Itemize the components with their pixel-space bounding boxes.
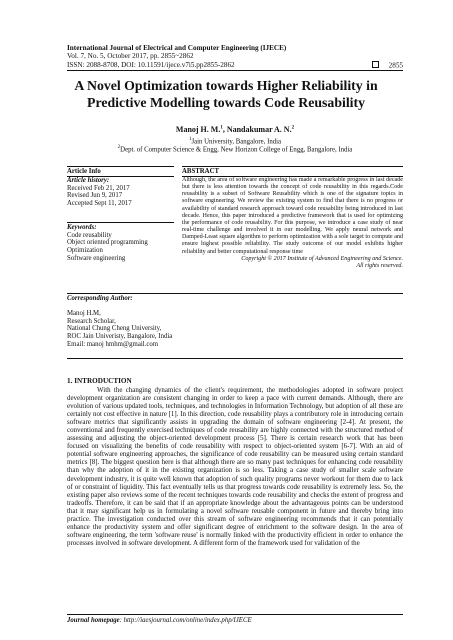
paper-title: A Novel Optimization towards Higher Reliability in Predictive Modelling towards Code Reusability [74,78,378,110]
copyright-line: Copyright © 2017 Institute of Advanced Engineering and Science. [241,255,403,262]
article-history-label: Article history: [67,177,110,184]
corresponding-heading: Corresponding Author: [67,295,133,302]
header-rule [67,70,403,71]
keyword-item: Object oriented programming [67,239,148,247]
received-date: Received Feb 21, 2017 [67,184,130,192]
author-2-sup: 2 [291,125,295,131]
page-number-block [372,61,403,70]
front-matter-bottom-rule [67,358,403,359]
author-1: Manoj H. M. [175,125,221,134]
accepted-date: Accepted Sept 11, 2017 [67,200,132,208]
footer-label: Journal homepage [67,617,120,624]
affiliation-2: $^2$Dept. of Computer Science & Engg, New Horizon College of Engg, Bangalore, India [117,145,353,154]
journal-header [67,44,403,69]
affiliation-2-sup: 2 [117,145,121,150]
keywords-label: Keywords: [67,224,97,231]
keyword-item: Code reusability [67,231,112,239]
square-icon [372,61,379,68]
rights-line: All rights reserved. [356,262,403,269]
paper-authors [67,125,403,134]
footer-rule [67,614,403,615]
keywords-block [67,224,174,263]
affiliation-1-sup: 1 [188,137,192,142]
revised-date: Revised Jun 9, 2017 [67,192,123,200]
abstract-top-rule [182,166,403,167]
corresponding-line: Email: manoj hmhm@gmail.com [67,340,159,348]
corresponding-details [67,310,267,349]
corresponding-line: Research Scholar, [67,317,116,325]
article-history [67,177,174,208]
journal-name: International Journal of Electrical and Computer Engineering (IJECE) [67,44,287,52]
journal-issn-row [67,61,403,69]
affiliation-1: $^1$Jain University, Bangalore, India [188,137,282,146]
footer-url-link[interactable]: : http://iaesjournal.com/online/index.php/IJECE [119,617,252,624]
abstract-text: Although, the area of software engineering has made a remarkable progress in last decade but there is less attention towards the concept of code reusability in this regards.Code reusability is a subset of Software Reusability which is one of the signature topics in software engineering. We review the existing system to find that there is no progress or availability of standard research approach toward code reusability being introduced in last decade. Hence, this paper introduced a predictive framework that is used for optimizing the performance of code reusability. For this purpose, we introduce a case study of near real-time challenge and involved it in our modelling. We apply neural network and Damped-Least square algorithm to perform optimization with a sole target to compute and ensure highest possible reliability. The study outcome of our model exhibits higher reliability and better computational response time [182,177,403,255]
page-number: 2855 [388,61,403,70]
introduction-text: With the changing dynamics of the client's requirement, the methodologies adopted in software project development organization are consistent changing in order to keep a pace with current demands. Although, there are evolution of various updated tools, techniques, and technologies in Information Technology, but adoption of all these are certainly not cost effective in nature [1]. In this direction, code reusability plays a contributory role in introducing certain software metrics that significantly assists in upgrading the domain of software engineering [2-4]. At present, the conventional and frequently exercised techniques of code reusability are highly connected with the structured method of assessing and adjusting the object-oriented development process [5]. There is certain research work that has been focused on visualizing the benefits of code reusability with respect to object-oriented system [6-7]. With an aid of potential software engineering approaches, the significance of code reusability can be measured using certain standard metrics [8]. The biggest question here is that although there are so many past techniques for enhancing code reusability than why the adoption of it in the existing organization is so less. Taking a case study of smaller scale software development industry, it is quite well known that adoption of such quality programs never workout for them due to lack of or constraint of liquidity. This fact eventually tells us that progress towards code reusability is extremely less. So, the existing paper also reviews some of the recent techniques towards code reusability and checks the extent of progress and tradeoffs. Therefore, it can be said that if an appropriate knowledge about the advantageous points can be understood that it may significant help us in formulating a novel software reusable component in future and thereby bring into practice. The investigation conducted over this stream of software engineering recommends that it can potentially enhance the productivity system and offer significant degree of enrichment to the software design. In the area of software engineering, the term 'software reuse' is normally linked with the productivity efficient in order to enhance the processes involved in software development. A different form of the framework used for validation of the [67,386,403,547]
journal-volume: Vol. 7, No. 5, October 2017, pp. 2855~2862 [67,52,194,61]
keyword-item: Optimization [67,247,103,255]
abstract-block [182,176,403,270]
corresponding-top-rule [67,293,403,294]
journal-issn: ISSN: 2088-8708, DOI: 10.11591/ijece.v7i5.pp2855-2862 [67,60,235,69]
introduction-heading: 1. INTRODUCTION [67,377,132,385]
corresponding-line: Manoj H.M, [67,310,101,317]
article-info-top-rule [67,166,174,167]
journal-footer [67,617,252,624]
keyword-item: Software engineering [67,254,126,262]
author-2: , Nandakumar A. N. [222,125,292,134]
corresponding-line: ROC Jain Univeristy, Bangalore, India [67,333,173,341]
corresponding-line: National Chung Cheng University, [67,325,162,333]
article-info-heading: Article Info [67,168,101,175]
abstract-heading: ABSTRACT [182,168,220,175]
keywords-rule [67,222,174,223]
author-1-sup: 1 [220,125,223,131]
